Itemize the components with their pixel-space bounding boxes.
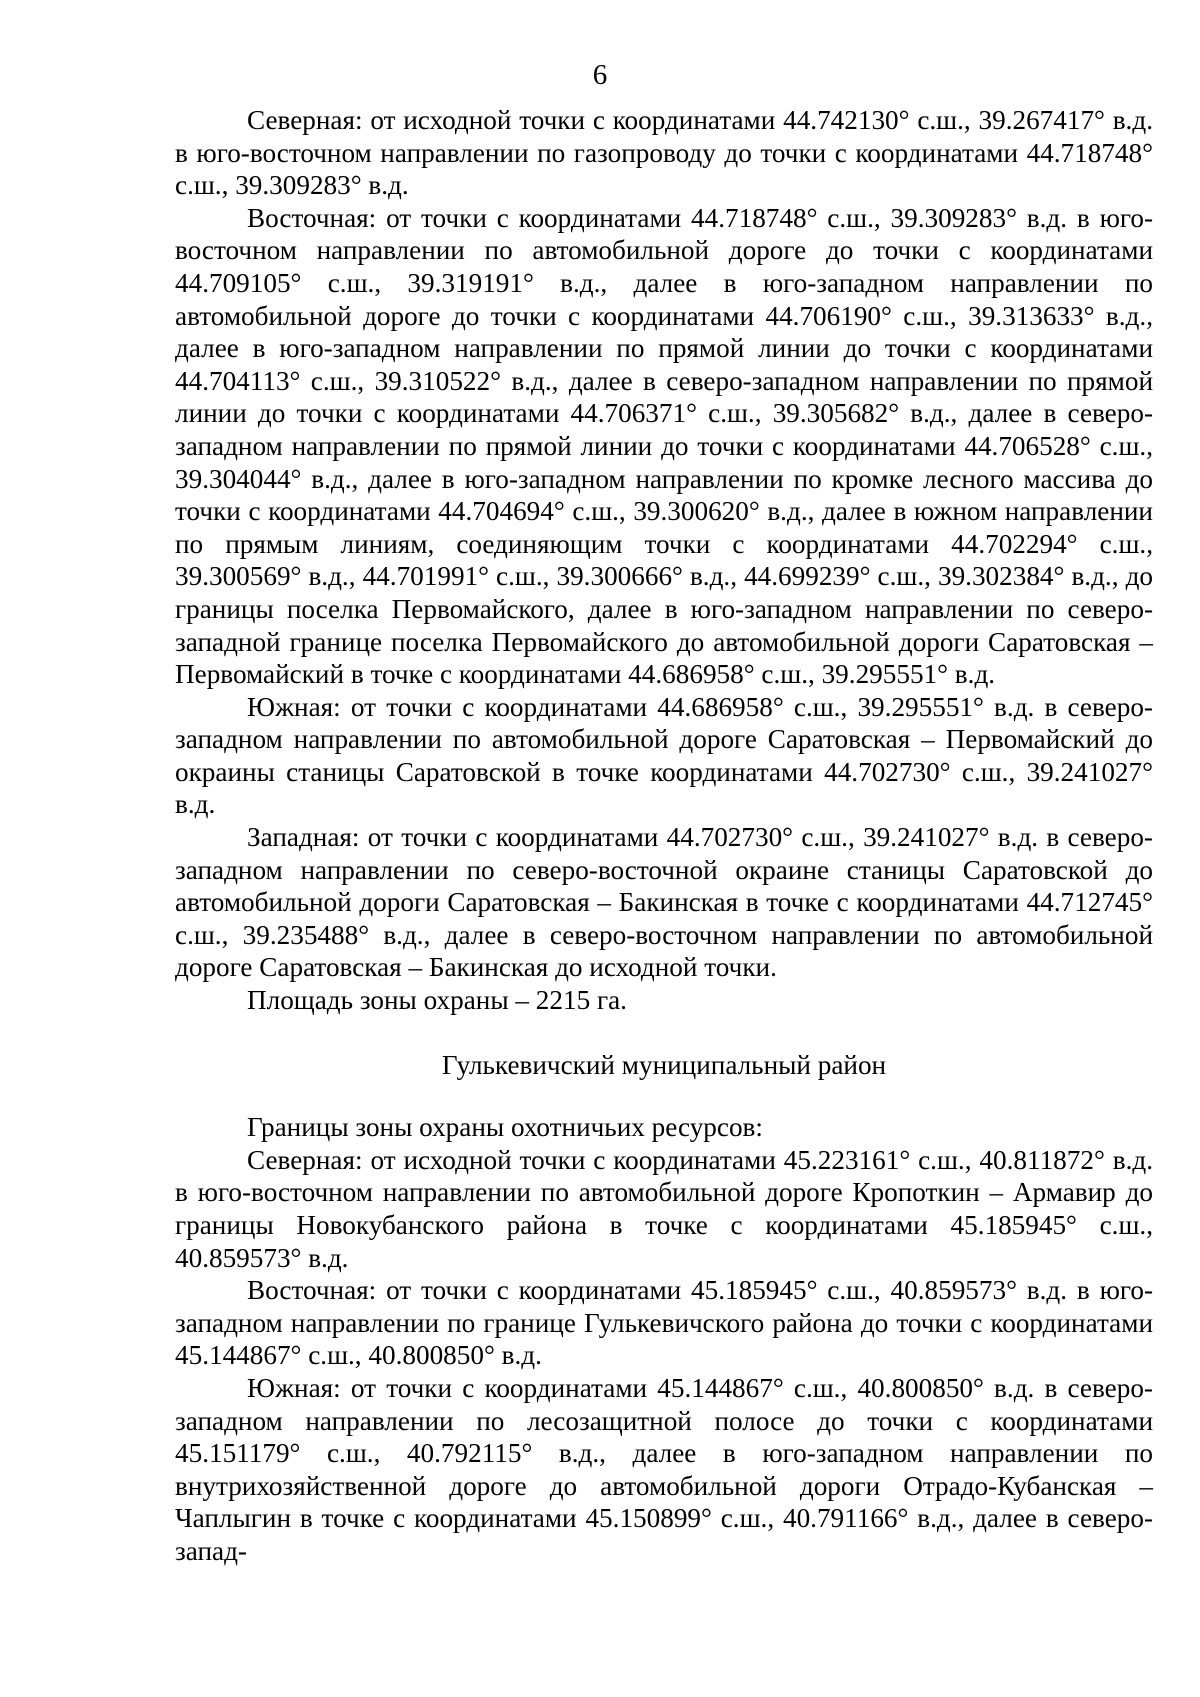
paragraph-zone-boundaries-intro: Границы зоны охраны охотничьих ресурсов: (247, 1112, 763, 1143)
paragraph-south-boundary: Южная: от точки с координатами 44.686958° с.ш., 39.295551° в.д. в северо-западном направлении по автомобильной дороге Саратовская – Первомайский до окраины станицы Саратовской в точке координатами 44.702730° с.ш., 39.241027° в.д. (175, 691, 1153, 820)
paragraph-north-boundary: Северная: от исходной точки с координатами 44.742130° с.ш., 39.267417° в.д. в юго-восточном направлении по газопроводу до точки с координатами 44.718748° с.ш., 39.309283° в.д. (175, 105, 1153, 201)
section-heading: Гулькевичский муниципальный район (441, 1049, 887, 1080)
paragraph-east-boundary: Восточная: от точки с координатами 44.718748° с.ш., 39.309283° в.д. в юго-восточном направлении по автомобильной дороге до точки с координатами 44.709105° с.ш., 39.319191° в.д., далее в юго-западном направлении по автомобильной дороге до точки с координатами 44.706190° с.ш., 39.313633° в.д., далее в юго-западном направлении по прямой линии до точки с координатами 44.704113° с.ш., 39.310522° в.д., далее в северо-западном направлении по прямой линии до точки с координатами 44.706371° с.ш., 39.305682° в.д., далее в северо-западном направлении по прямой линии до точки с координатами 44.706528° с.ш., 39.304044° в.д., далее в юго-западном направлении по кромке лесного массива до точки с координатами 44.704694° с.ш., 39.300620° в.д., далее в южном направлении по прямым линиям, соединяющим точки с координатами 44.702294° с.ш., 39.300569° в.д., 44.701991° с.ш., 39.300666° в.д., 44.699239° с.ш., 39.302384° в.д., до границы поселка Первомайского, далее в юго-западном направлении по северо-западной границе поселка Первомайского до автомобильной дороги Саратовская – Первомайский в точке с координатами 44.686958° с.ш., 39.295551° в.д. (175, 202, 1153, 690)
paragraph-east-boundary: Восточная: от точки с координатами 45.185945° с.ш., 40.859573° в.д. в юго-западном направлении по границе Гулькевичского района до точки с координатами 45.144867° с.ш., 40.800850° в.д. (175, 1275, 1153, 1371)
paragraph-north-boundary: Северная: от исходной точки с координатами 45.223161° с.ш., 40.811872° в.д. в юго-восточном направлении по автомобильной дороге Кропоткин – Армавир до границы Новокубанского района в точке с координатами 45.185945° с.ш., 40.859573° в.д. (175, 1144, 1153, 1273)
paragraph-west-boundary: Западная: от точки с координатами 44.702730° с.ш., 39.241027° в.д. в северо-западном направлении по северо-восточной окраине станицы Саратовской до автомобильной дороги Саратовская – Бакинская в точке с координатами 44.712745° с.ш., 39.235488° в.д., далее в северо-восточном направлении по автомобильной дороге Саратовская – Бакинская до исходной точки. (175, 822, 1153, 983)
document-body (175, 104, 1153, 1568)
page-number: 6 (592, 59, 608, 91)
paragraph-area: Площадь зоны охраны – 2215 га. (247, 985, 627, 1016)
paragraph-south-boundary: Южная: от точки с координатами 45.144867° с.ш., 40.800850° в.д. в северо-западном направлении по лесозащитной полосе до точки с координатами 45.151179° с.ш., 40.792115° в.д., далее в юго-западном направлении по внутрихозяйственной дороге до автомобильной дороги Отрадо-Кубанская – Чаплыгин в точке с координатами 45.150899° с.ш., 40.791166° в.д., далее в северо-запад- (175, 1372, 1153, 1566)
